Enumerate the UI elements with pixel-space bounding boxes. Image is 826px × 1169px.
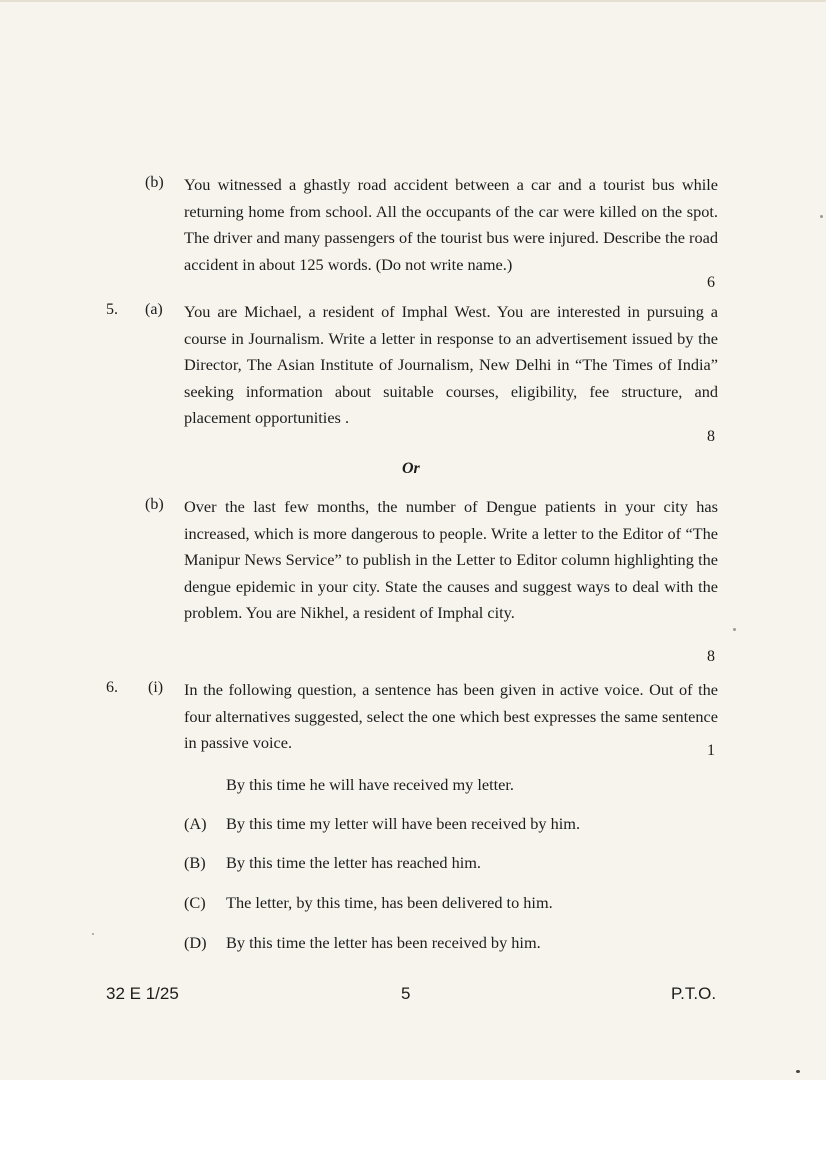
q4b-marks: 6 bbox=[707, 274, 715, 291]
option-a-label: (A) bbox=[184, 814, 207, 833]
q6i-marks: 1 bbox=[707, 742, 715, 759]
q6i-text: In the following question, a sentence has been given in active voice. Out of the four alternatives suggested, select the one which best expresses the same sentence in passive voice. bbox=[184, 680, 718, 752]
q5b-text: Over the last few months, the number of Dengue patients in your city has increased, which is more dangerous to people. Write a letter to the Editor of “The Manipur News Service” to publish in the Letter to Editor column highlighting the dengue epidemic in your city. State the causes and suggest ways to deal with the problem. You are Nikhel, a resident of Imphal city. bbox=[184, 497, 718, 622]
q5b-marks: 8 bbox=[707, 648, 715, 665]
q5a-text: You are Michael, a resident of Imphal West. You are interested in pursuing a course in Journalism. Write a letter in response to an advertisement issued by the Director, The Asian Institute of Journalism, New Delhi in “The Times of India” seeking information about suitable courses, eligibility, fee structure, and placement opportunities . bbox=[184, 302, 718, 427]
q6i-label: (i) bbox=[148, 679, 164, 696]
paper-code: 32 E 1/25 bbox=[106, 984, 179, 1003]
q4b-label: (b) bbox=[145, 174, 164, 191]
option-d-label: (D) bbox=[184, 933, 207, 952]
active-voice-sentence: By this time he will have received my letter. bbox=[226, 775, 515, 794]
page-number: 5 bbox=[401, 984, 411, 1003]
scan-speck bbox=[92, 933, 94, 935]
q5b-label: (b) bbox=[145, 496, 164, 513]
option-b-label: (B) bbox=[184, 853, 206, 872]
option-a-text: By this time my letter will have been received by him. bbox=[226, 814, 581, 833]
scan-speck bbox=[796, 1070, 800, 1073]
scan-speck bbox=[820, 215, 823, 218]
q5-number: 5. bbox=[106, 301, 118, 318]
option-b-text: By this time the letter has reached him. bbox=[226, 853, 481, 872]
q6-number: 6. bbox=[106, 679, 118, 696]
option-c-label: (C) bbox=[184, 893, 206, 912]
or-divider: Or bbox=[402, 460, 420, 477]
pto-label: P.T.O. bbox=[671, 984, 717, 1003]
option-d-text: By this time the letter has been received by him. bbox=[226, 933, 541, 952]
q5a-marks: 8 bbox=[707, 428, 715, 445]
page-bottom-margin bbox=[0, 1080, 826, 1169]
scan-speck bbox=[733, 628, 736, 631]
option-c-text: The letter, by this time, has been delivered to him. bbox=[226, 893, 553, 912]
q5a-label: (a) bbox=[145, 301, 163, 318]
q4b-text: You witnessed a ghastly road accident between a car and a tourist bus while returning home from school. All the occupants of the car were killed on the spot. The driver and many passengers of the tourist bus were injured. Describe the road accident in about 125 words. (Do not write name.) bbox=[184, 175, 718, 274]
